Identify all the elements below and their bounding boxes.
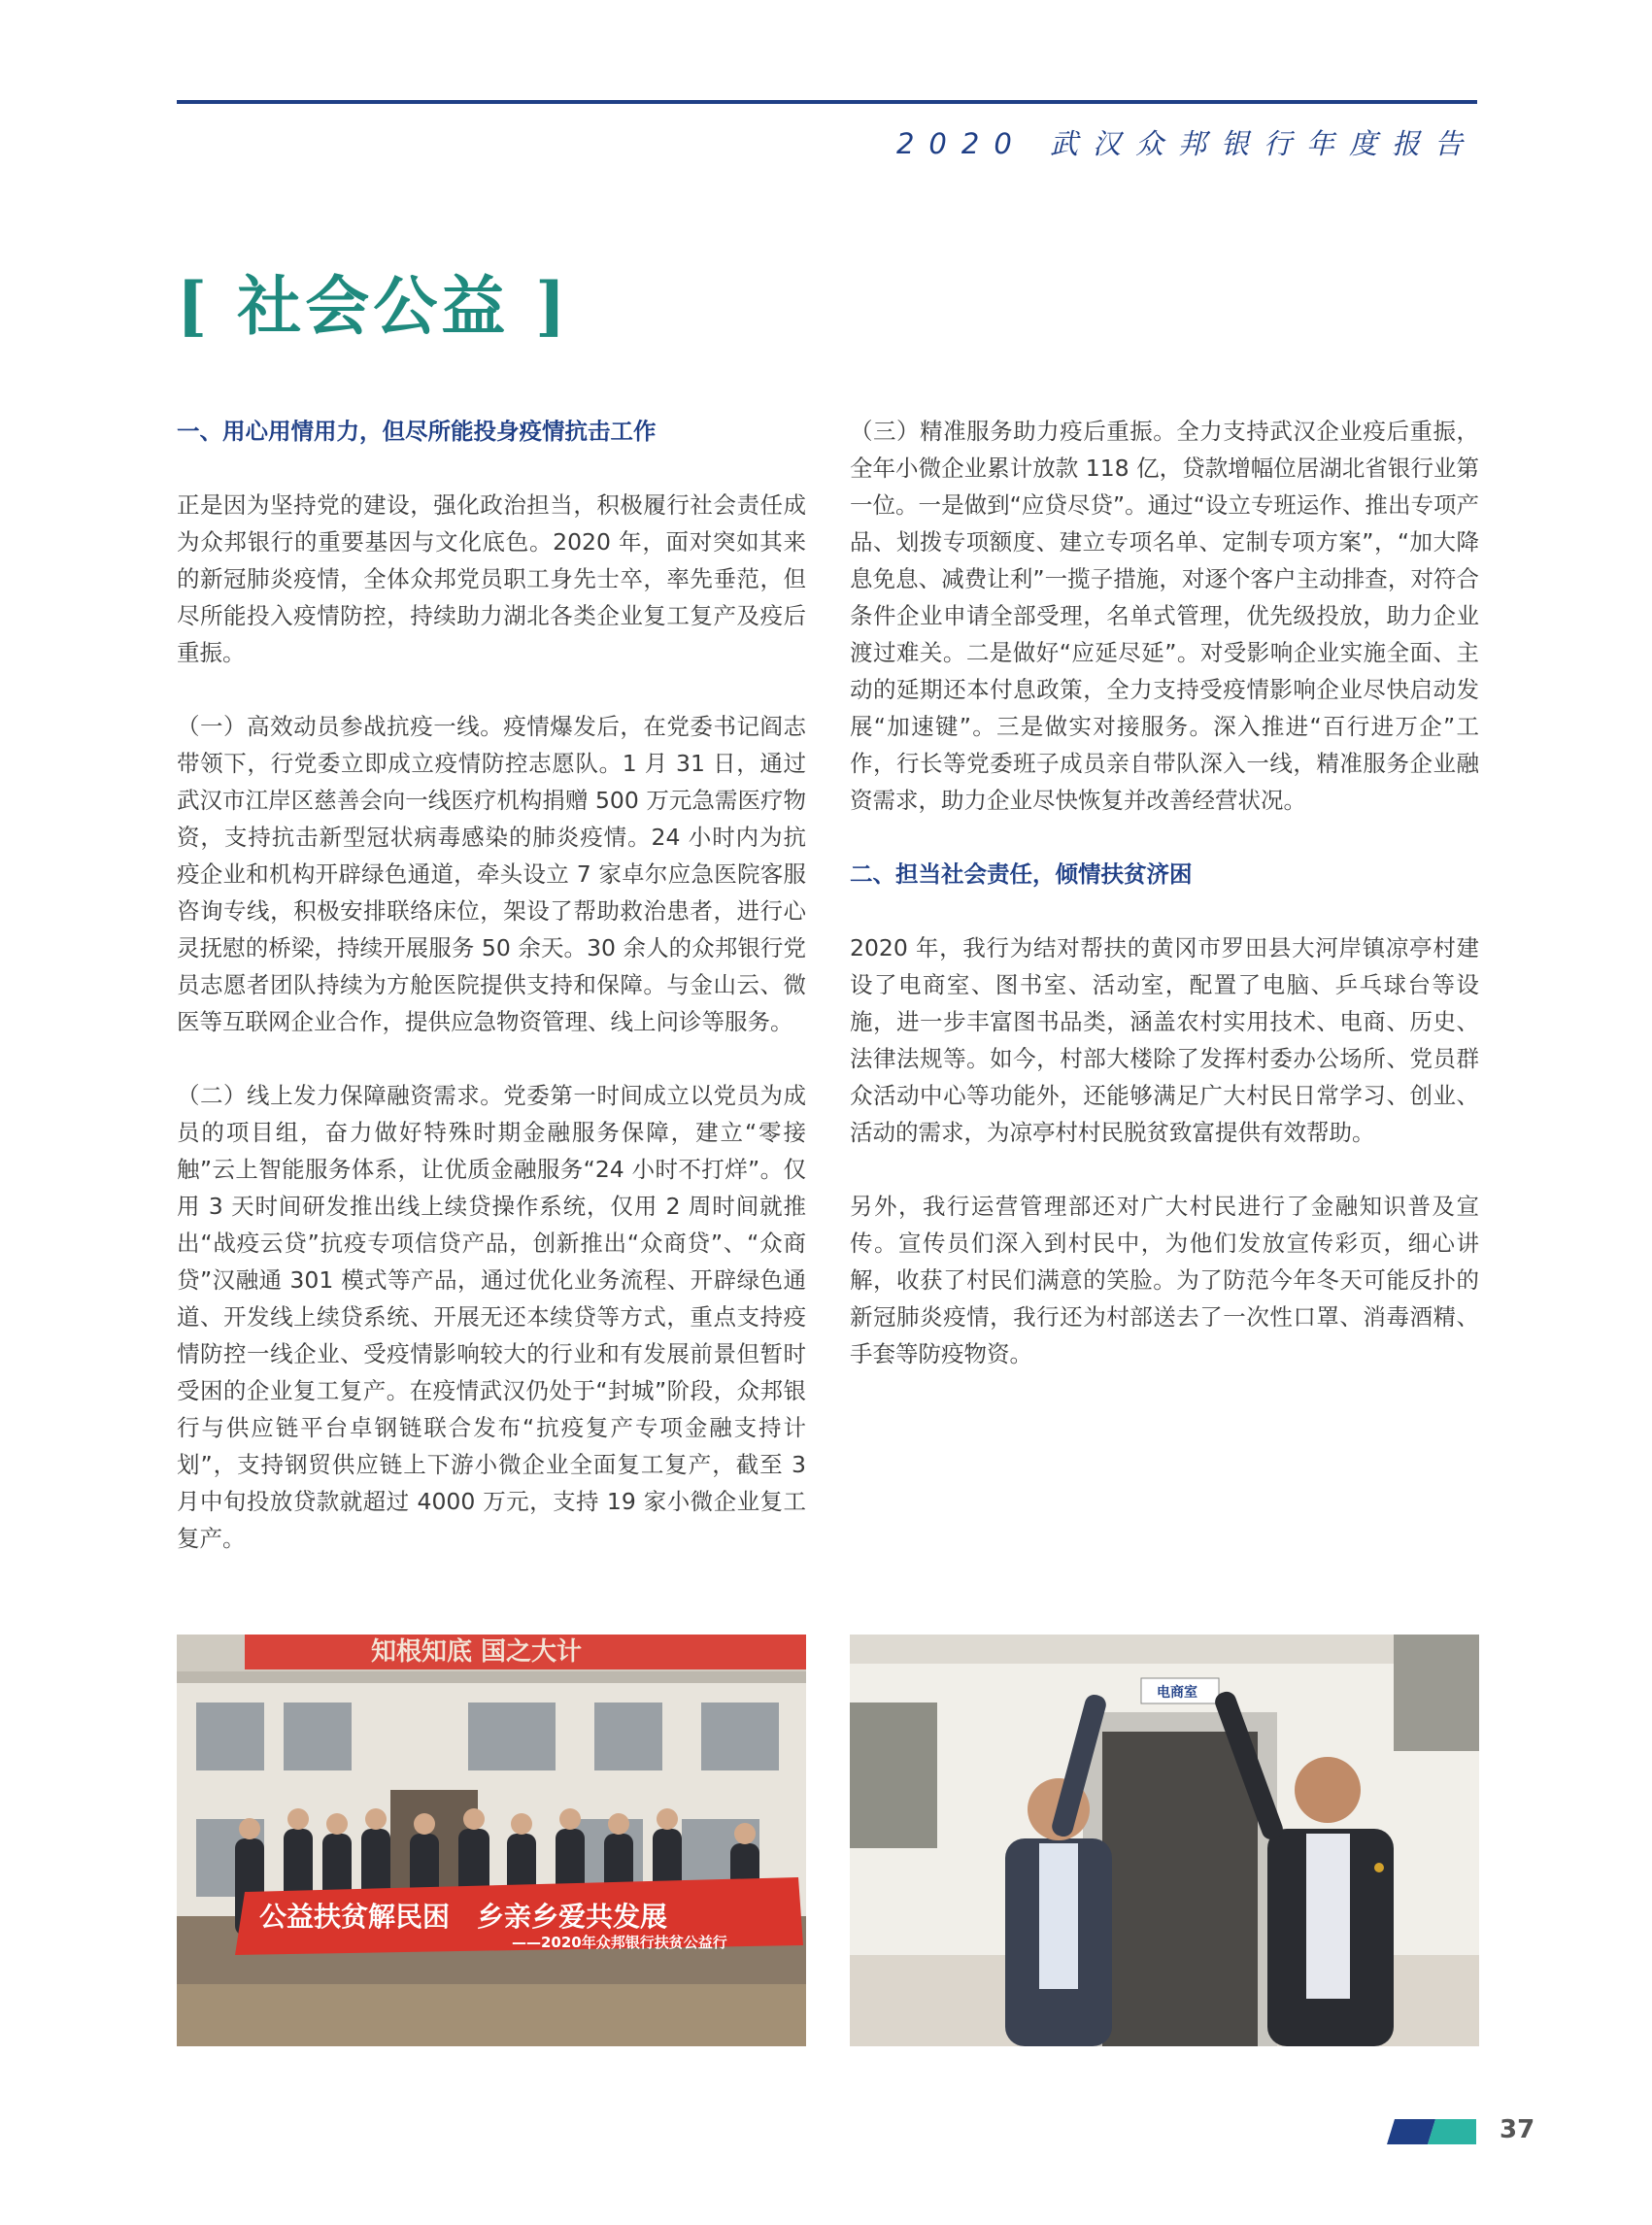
held-banner-main: 公益扶贫解民困 乡亲乡爱共发展 xyxy=(259,1901,668,1933)
heading-epidemic: 一、用心用情用力，但尽所能投身疫情抗击工作 xyxy=(177,418,657,445)
door-sign-text: 电商室 xyxy=(1157,1685,1197,1701)
footer-bar-teal xyxy=(1428,2119,1476,2144)
left-column xyxy=(177,413,806,1594)
right-column xyxy=(850,413,1479,1409)
plaque-photo-illustration xyxy=(850,1635,1479,2046)
paragraph-recovery: （三）精准服务助力疫后重振。全力支持武汉企业疫后重振，全年小微企业累计放款 118 亿，贷款增幅位居湖北省银行业第一位。一是做到“应贷尽贷”。通过“设立专班运作、推出专项产品、划拨专项额度、建立专项名单、定制专项方案”，“加大降息免息、减费让利”一揽子措施，对逐个客户主动排查，对符合条件企业申请全部受理，名单式管理，优先级投放，助力企业渡过难关。二是做好“应延尽延”。对受影响企业实施全面、主动的延期还本付息政策，全力支持受疫情影响企业尽快启动发展“加速键”。三是做实对接服务。深入推进“百行进万企”工作，行长等党委班子成员亲自带队深入一线，精准服务企业融资需求，助力企业尽快恢复并改善经营状况。 xyxy=(850,418,1479,814)
section-title: [ 社会公益 ] xyxy=(177,268,570,344)
header-rule xyxy=(177,100,1477,104)
footer-bar-blue xyxy=(1387,2119,1435,2144)
paragraph-village: 2020 年，我行为结对帮扶的黄冈市罗田县大河岸镇凉亭村建设了电商室、图书室、活动室，配置了电脑、乒乓球台等设施，进一步丰富图书品类，涵盖农村实用技术、电商、历史、法律法规等。如今，村部大楼除了发挥村委办公场所、党员群众活动中心等功能外，还能够满足广大村民日常学习、创业、活动的需求，为凉亭村村民脱贫致富提供有效帮助。 xyxy=(850,934,1479,1146)
paragraph-financial-knowledge: 另外，我行运营管理部还对广大村民进行了金融知识普及宣传。宣传员们深入到村民中，为他们发放宣传彩页，细心讲解，收获了村民们满意的笑脸。为了防范今年冬天可能反扑的新冠肺炎疫情，我行还为村部送去了一次性口罩、消毒酒精、手套等防疫物资。 xyxy=(850,1193,1479,1367)
building-banner-text: 知根知底 国之大计 xyxy=(371,1637,583,1667)
plaque-photo xyxy=(850,1635,1479,2046)
paragraph-mobilize: （一）高效动员参战抗疫一线。疫情爆发后，在党委书记阎志带领下，行党委立即成立疫情防控志愿队。1 月 31 日，通过武汉市江岸区慈善会向一线医疗机构捐赠 500 万元急需医疗物资，支持抗击新型冠状病毒感染的肺炎疫情。24 小时内为抗疫企业和机构开辟绿色通道，牵头设立 7 家卓尔应急医院客服咨询专线，积极安排联络床位，架设了帮助救治患者，进行心灵抚慰的桥梁，持续开展服务 50 余天。30 余人的众邦银行党员志愿者团队持续为方舱医院提供支持和保障。与金山云、微医等互联网企业合作，提供应急物资管理、线上问诊等服务。 xyxy=(177,713,806,1035)
footer-decoration-bar xyxy=(1387,2119,1476,2144)
page-number: 37 xyxy=(1500,2115,1535,2144)
heading-poverty: 二、担当社会责任，倾情扶贫济困 xyxy=(850,860,1193,888)
paragraph-intro: 正是因为坚持党的建设，强化政治担当，积极履行社会责任成为众邦银行的重要基因与文化底色。2020 年，面对突如其来的新冠肺炎疫情，全体众邦党员职工身先士卒，率先垂范，但尽所能投入疫情防控，持续助力湖北各类企业复工复产及疫后重振。 xyxy=(177,491,806,666)
group-photo xyxy=(177,1635,806,2046)
held-banner-sub: ——2020年众邦银行扶贫公益行 xyxy=(512,1934,727,1951)
paragraph-online-finance: （二）线上发力保障融资需求。党委第一时间成立以党员为成员的项目组，奋力做好特殊时期金融服务保障，建立“零接触”云上智能服务体系，让优质金融服务“24 小时不打烊”。仅用 3 天时间研发推出线上续贷操作系统，仅用 2 周时间就推出“战疫云贷”抗疫专项信贷产品，创新推出“众商贷”、“众商贷”汉融通 301 模式等产品，通过优化业务流程、开辟绿色通道、开发线上续贷系统、开展无还本续贷等方式，重点支持疫情防控一线企业、受疫情影响较大的行业和有发展前景但暂时受困的企业复工复产。在疫情武汉仍处于“封城”阶段，众邦银行与供应链平台卓钢链联合发布“抗疫复产专项金融支持计划”，支持钢贸供应链上下游小微企业全面复工复产，截至 3 月中旬投放贷款就超过 4000 万元，支持 19 家小微企业复工复产。 xyxy=(177,1082,806,1552)
report-title: 2020 武汉众邦银行年度报告 xyxy=(895,127,1477,160)
group-photo-illustration xyxy=(177,1635,806,2046)
